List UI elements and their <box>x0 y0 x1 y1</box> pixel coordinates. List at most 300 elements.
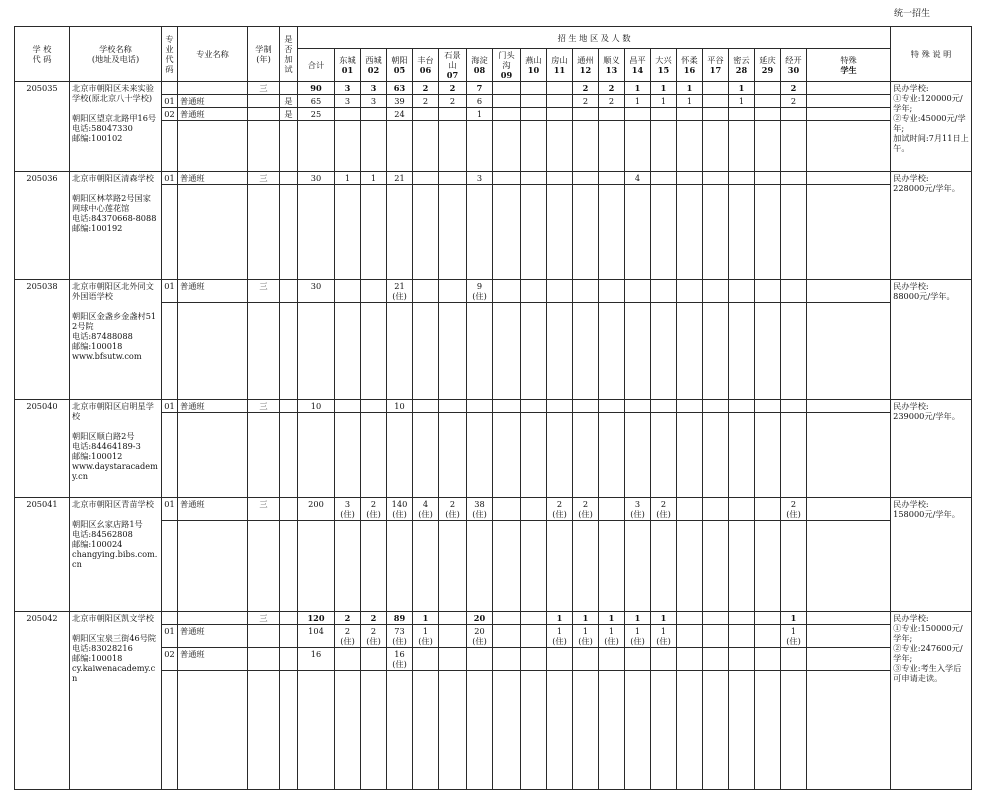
district-count <box>493 400 521 413</box>
district-code: 28 <box>735 65 748 75</box>
empty-cell <box>807 671 891 790</box>
district-count: 1 <box>625 82 651 95</box>
district-count <box>677 172 703 185</box>
district-count <box>547 400 573 413</box>
district-count: 21 <box>387 172 413 185</box>
district-count <box>729 648 755 671</box>
district-count <box>703 172 729 185</box>
empty-cell <box>467 671 493 790</box>
major-name: 普通班 <box>178 648 248 671</box>
district-count <box>521 612 547 625</box>
major-total: 200 <box>298 498 335 521</box>
district-count: 2 (住) <box>361 498 387 521</box>
major-extra-test <box>280 172 298 185</box>
empty-cell <box>335 303 361 400</box>
district-name: 经开 <box>785 55 802 65</box>
district-count <box>439 612 467 625</box>
district-count <box>625 108 651 121</box>
school-name-address: 北京市朝阳区凯文学校 朝阳区宝泉三街46号院 电话:83028216 邮编:100018 cy.kaiwenacademy.cn <box>70 612 162 790</box>
major-code: 02 <box>162 108 178 121</box>
major-years: 三 <box>248 82 280 95</box>
major-extra-test <box>280 400 298 413</box>
major-years: 三 <box>248 400 280 413</box>
district-count <box>467 648 493 671</box>
empty-cell <box>248 521 280 612</box>
district-name: 朝阳 <box>391 55 408 65</box>
table-row <box>15 400 972 413</box>
district-count: 1 <box>573 612 599 625</box>
major-total: 30 <box>298 280 335 303</box>
district-name: 房山 <box>551 55 568 65</box>
empty-cell <box>677 303 703 400</box>
major-years: 三 <box>248 172 280 185</box>
empty-cell <box>298 413 335 498</box>
district-count <box>651 280 677 303</box>
empty-cell <box>413 413 439 498</box>
major-years <box>248 108 280 121</box>
district-count <box>807 108 891 121</box>
district-count <box>781 172 807 185</box>
district-code: 09 <box>500 70 513 80</box>
empty-cell <box>781 121 807 172</box>
empty-cell <box>651 521 677 612</box>
district-count <box>413 648 439 671</box>
district-count: 2 <box>781 95 807 108</box>
major-extra-test <box>280 280 298 303</box>
district-count: 38 (住) <box>467 498 493 521</box>
district-header <box>807 49 891 82</box>
district-count <box>413 280 439 303</box>
empty-cell <box>755 671 781 790</box>
district-count <box>755 108 781 121</box>
empty-cell <box>178 671 248 790</box>
district-count <box>573 280 599 303</box>
empty-cell <box>162 671 178 790</box>
district-count: 1 (住) <box>599 625 625 648</box>
empty-cell <box>755 121 781 172</box>
district-count <box>335 280 361 303</box>
district-count <box>781 108 807 121</box>
district-count: 20 <box>467 612 493 625</box>
district-count: 2 <box>573 95 599 108</box>
district-code: 05 <box>393 65 406 75</box>
district-name: 密云 <box>733 55 750 65</box>
district-count <box>677 400 703 413</box>
district-name: 丰台 <box>417 55 434 65</box>
district-count <box>729 400 755 413</box>
major-total: 16 <box>298 648 335 671</box>
district-count <box>439 280 467 303</box>
empty-cell <box>467 521 493 612</box>
major-extra-test <box>280 625 298 648</box>
empty-cell <box>335 121 361 172</box>
empty-cell <box>521 121 547 172</box>
district-count <box>755 625 781 648</box>
district-code: 10 <box>527 65 540 75</box>
empty-cell <box>298 185 335 280</box>
empty-cell <box>703 521 729 612</box>
district-count <box>807 648 891 671</box>
empty-cell <box>547 521 573 612</box>
district-count: 7 <box>467 82 493 95</box>
district-count <box>547 648 573 671</box>
district-count <box>439 172 467 185</box>
district-count <box>755 648 781 671</box>
major-name: 普通班 <box>178 625 248 648</box>
major-code <box>162 82 178 95</box>
district-header <box>625 49 651 82</box>
empty-cell <box>493 185 521 280</box>
empty-cell <box>599 521 625 612</box>
district-code: 17 <box>709 65 722 75</box>
district-count <box>361 108 387 121</box>
empty-cell <box>387 521 413 612</box>
district-count <box>439 400 467 413</box>
district-code: 13 <box>605 65 618 75</box>
empty-cell <box>755 521 781 612</box>
empty-cell <box>439 521 467 612</box>
empty-cell <box>573 185 599 280</box>
major-name <box>178 82 248 95</box>
district-count <box>807 612 891 625</box>
empty-cell <box>755 185 781 280</box>
district-count: 1 <box>651 82 677 95</box>
district-count <box>755 172 781 185</box>
district-count: 1 <box>625 95 651 108</box>
major-extra-test <box>280 82 298 95</box>
district-count <box>493 498 521 521</box>
empty-cell <box>807 521 891 612</box>
header-years: 学制 (年) <box>248 27 280 82</box>
district-count <box>807 400 891 413</box>
district-name: 昌平 <box>629 55 646 65</box>
header-major-code: 专 业 代 码 <box>162 27 178 82</box>
district-count <box>755 82 781 95</box>
empty-cell <box>573 303 599 400</box>
empty-cell <box>467 185 493 280</box>
empty-cell <box>547 671 573 790</box>
district-code: 08 <box>473 65 486 75</box>
empty-cell <box>162 413 178 498</box>
district-count: 73 (住) <box>387 625 413 648</box>
district-name: 海淀 <box>471 55 488 65</box>
empty-cell <box>807 413 891 498</box>
empty-cell <box>439 121 467 172</box>
header-special-note: 特 殊 说 明 <box>891 27 972 82</box>
district-count <box>703 108 729 121</box>
empty-cell <box>547 185 573 280</box>
empty-cell <box>781 521 807 612</box>
empty-cell <box>729 521 755 612</box>
district-count: 9 (住) <box>467 280 493 303</box>
empty-cell <box>439 413 467 498</box>
school-name-address: 北京市朝阳区未来实验学校(原北京八十学校) 朝阳区望京北路甲16号 电话:58047330 邮编:100102 <box>70 82 162 172</box>
major-total: 10 <box>298 400 335 413</box>
empty-cell <box>573 413 599 498</box>
district-count <box>547 280 573 303</box>
table-row <box>15 82 972 95</box>
district-count <box>521 648 547 671</box>
district-count <box>755 400 781 413</box>
district-count: 63 <box>387 82 413 95</box>
district-count <box>413 108 439 121</box>
district-count: 1 <box>729 95 755 108</box>
empty-cell <box>248 671 280 790</box>
empty-cell <box>729 121 755 172</box>
empty-cell <box>677 521 703 612</box>
header-major-name: 专业名称 <box>178 27 248 82</box>
empty-cell <box>625 521 651 612</box>
district-count <box>361 400 387 413</box>
school-code: 205042 <box>15 612 70 790</box>
empty-cell <box>162 185 178 280</box>
district-count <box>807 172 891 185</box>
district-count <box>677 280 703 303</box>
district-header <box>599 49 625 82</box>
school-code: 205036 <box>15 172 70 280</box>
district-count <box>677 648 703 671</box>
district-name: 延庆 <box>759 55 776 65</box>
major-name: 普通班 <box>178 280 248 303</box>
major-code: 01 <box>162 172 178 185</box>
empty-cell <box>361 671 387 790</box>
district-count <box>335 108 361 121</box>
empty-cell <box>521 413 547 498</box>
major-name: 普通班 <box>178 95 248 108</box>
empty-cell <box>439 303 467 400</box>
district-count: 1 <box>781 612 807 625</box>
empty-cell <box>439 185 467 280</box>
empty-cell <box>677 185 703 280</box>
district-header <box>729 49 755 82</box>
district-count: 1 <box>361 172 387 185</box>
empty-cell <box>521 303 547 400</box>
district-count: 4 (住) <box>413 498 439 521</box>
district-count <box>651 172 677 185</box>
district-count <box>755 280 781 303</box>
district-header <box>781 49 807 82</box>
district-count <box>439 625 467 648</box>
page-corner-label: 统一招生 <box>893 9 930 19</box>
major-code: 01 <box>162 625 178 648</box>
district-count <box>651 108 677 121</box>
district-count: 1 (住) <box>573 625 599 648</box>
district-count <box>335 648 361 671</box>
district-count: 1 <box>677 82 703 95</box>
district-count: 1 (住) <box>413 625 439 648</box>
district-count <box>493 172 521 185</box>
major-name <box>178 612 248 625</box>
district-header <box>361 49 387 82</box>
district-count <box>703 280 729 303</box>
district-count <box>361 648 387 671</box>
empty-cell <box>677 413 703 498</box>
district-count <box>599 172 625 185</box>
major-code: 02 <box>162 648 178 671</box>
empty-cell <box>493 303 521 400</box>
empty-cell <box>625 671 651 790</box>
district-count: 1 <box>651 95 677 108</box>
empty-cell <box>335 521 361 612</box>
major-name: 普通班 <box>178 108 248 121</box>
district-count <box>755 95 781 108</box>
district-count <box>493 648 521 671</box>
district-header <box>677 49 703 82</box>
district-header <box>703 49 729 82</box>
empty-cell <box>755 413 781 498</box>
district-count <box>781 280 807 303</box>
empty-cell <box>493 521 521 612</box>
empty-cell <box>781 413 807 498</box>
empty-cell <box>703 185 729 280</box>
district-count: 4 <box>625 172 651 185</box>
empty-cell <box>807 121 891 172</box>
school-code: 205040 <box>15 400 70 498</box>
empty-cell <box>547 413 573 498</box>
empty-cell <box>521 185 547 280</box>
school-name-address: 北京市朝阳区启明星学校 朝阳区顺白路2号 电话:84464189-3 邮编:100012 www.daystaracademy.cn <box>70 400 162 498</box>
district-count: 2 (住) <box>781 498 807 521</box>
empty-cell <box>361 121 387 172</box>
empty-cell <box>651 121 677 172</box>
district-count <box>625 400 651 413</box>
major-code: 01 <box>162 280 178 303</box>
district-count <box>651 400 677 413</box>
district-count: 1 (住) <box>625 625 651 648</box>
school-name-address: 北京市朝阳区北外同文外国语学校 朝阳区金盏乡金盏村512号院 电话:87488088 邮编:100018 www.bfsutw.com <box>70 280 162 400</box>
empty-cell <box>298 521 335 612</box>
empty-cell <box>625 121 651 172</box>
district-count <box>413 172 439 185</box>
school-name-address: 北京市朝阳区青苗学校 朝阳区幺家店路1号 电话:84562808 邮编:100024 changying.bibs.com.cn <box>70 498 162 612</box>
district-count <box>521 108 547 121</box>
empty-cell <box>413 521 439 612</box>
district-count: 39 <box>387 95 413 108</box>
district-count <box>677 108 703 121</box>
district-count: 140 (住) <box>387 498 413 521</box>
district-count: 1 <box>413 612 439 625</box>
special-note: 民办学校: 228000元/学年。 <box>891 172 972 280</box>
district-count: 2 <box>361 612 387 625</box>
district-count: 3 (住) <box>625 498 651 521</box>
district-count <box>573 648 599 671</box>
district-count: 3 <box>361 95 387 108</box>
district-count: 2 <box>573 82 599 95</box>
district-count: 2 (住) <box>547 498 573 521</box>
district-count: 1 <box>729 82 755 95</box>
header-regions-title: 招 生 地 区 及 人 数 <box>298 27 891 49</box>
district-count <box>599 280 625 303</box>
school-code: 205035 <box>15 82 70 172</box>
empty-cell <box>547 303 573 400</box>
district-count <box>599 108 625 121</box>
header-total: 合计 <box>298 49 335 82</box>
empty-cell <box>335 185 361 280</box>
district-code: 02 <box>367 65 380 75</box>
empty-cell <box>599 303 625 400</box>
major-total: 30 <box>298 172 335 185</box>
district-count <box>439 108 467 121</box>
empty-cell <box>703 413 729 498</box>
district-count <box>573 172 599 185</box>
district-code: 29 <box>761 65 774 75</box>
district-count <box>573 400 599 413</box>
district-count: 2 <box>439 95 467 108</box>
district-count: 1 <box>677 95 703 108</box>
district-count: 1 (住) <box>547 625 573 648</box>
major-code <box>162 612 178 625</box>
district-count <box>625 648 651 671</box>
district-count <box>807 95 891 108</box>
header-extra-test: 是 否 加 试 <box>280 27 298 82</box>
district-count: 1 (住) <box>781 625 807 648</box>
district-count <box>547 108 573 121</box>
district-name: 通州 <box>577 55 594 65</box>
empty-cell <box>413 303 439 400</box>
district-count <box>521 95 547 108</box>
district-count: 1 <box>651 612 677 625</box>
district-name: 怀柔 <box>681 55 698 65</box>
district-count <box>703 625 729 648</box>
district-count <box>703 95 729 108</box>
district-count: 2 <box>413 82 439 95</box>
district-code: 14 <box>631 65 644 75</box>
district-count: 2 <box>413 95 439 108</box>
empty-cell <box>162 121 178 172</box>
district-code: 11 <box>553 65 566 75</box>
district-header <box>521 49 547 82</box>
district-count: 16 (住) <box>387 648 413 671</box>
empty-cell <box>387 185 413 280</box>
district-count <box>547 95 573 108</box>
district-count <box>677 498 703 521</box>
district-count <box>625 280 651 303</box>
district-count <box>729 612 755 625</box>
district-count: 2 <box>599 82 625 95</box>
empty-cell <box>573 521 599 612</box>
district-header <box>493 49 521 82</box>
district-count <box>467 400 493 413</box>
district-header <box>335 49 361 82</box>
district-count: 10 <box>387 400 413 413</box>
district-count <box>521 82 547 95</box>
district-code: 16 <box>683 65 696 75</box>
district-name: 顺义 <box>603 55 620 65</box>
empty-cell <box>280 185 298 280</box>
empty-cell <box>298 671 335 790</box>
district-name: 大兴 <box>655 55 672 65</box>
district-header <box>755 49 781 82</box>
major-total: 90 <box>298 82 335 95</box>
district-count: 1 <box>335 172 361 185</box>
district-header <box>413 49 439 82</box>
district-count: 3 <box>335 82 361 95</box>
district-count <box>599 498 625 521</box>
table-row <box>15 172 972 185</box>
empty-cell <box>599 185 625 280</box>
empty-cell <box>361 303 387 400</box>
major-total: 104 <box>298 625 335 648</box>
district-name: 东城 <box>339 55 356 65</box>
empty-cell <box>807 185 891 280</box>
empty-cell <box>651 413 677 498</box>
district-count <box>493 82 521 95</box>
special-note: 民办学校: ①专业:150000元/学年; ②专业:247600元/学年; ③专业:考生入学后可申请走读。 <box>891 612 972 790</box>
major-years: 三 <box>248 612 280 625</box>
district-name: 燕山 <box>525 55 542 65</box>
district-count: 1 <box>599 612 625 625</box>
major-years: 三 <box>248 498 280 521</box>
